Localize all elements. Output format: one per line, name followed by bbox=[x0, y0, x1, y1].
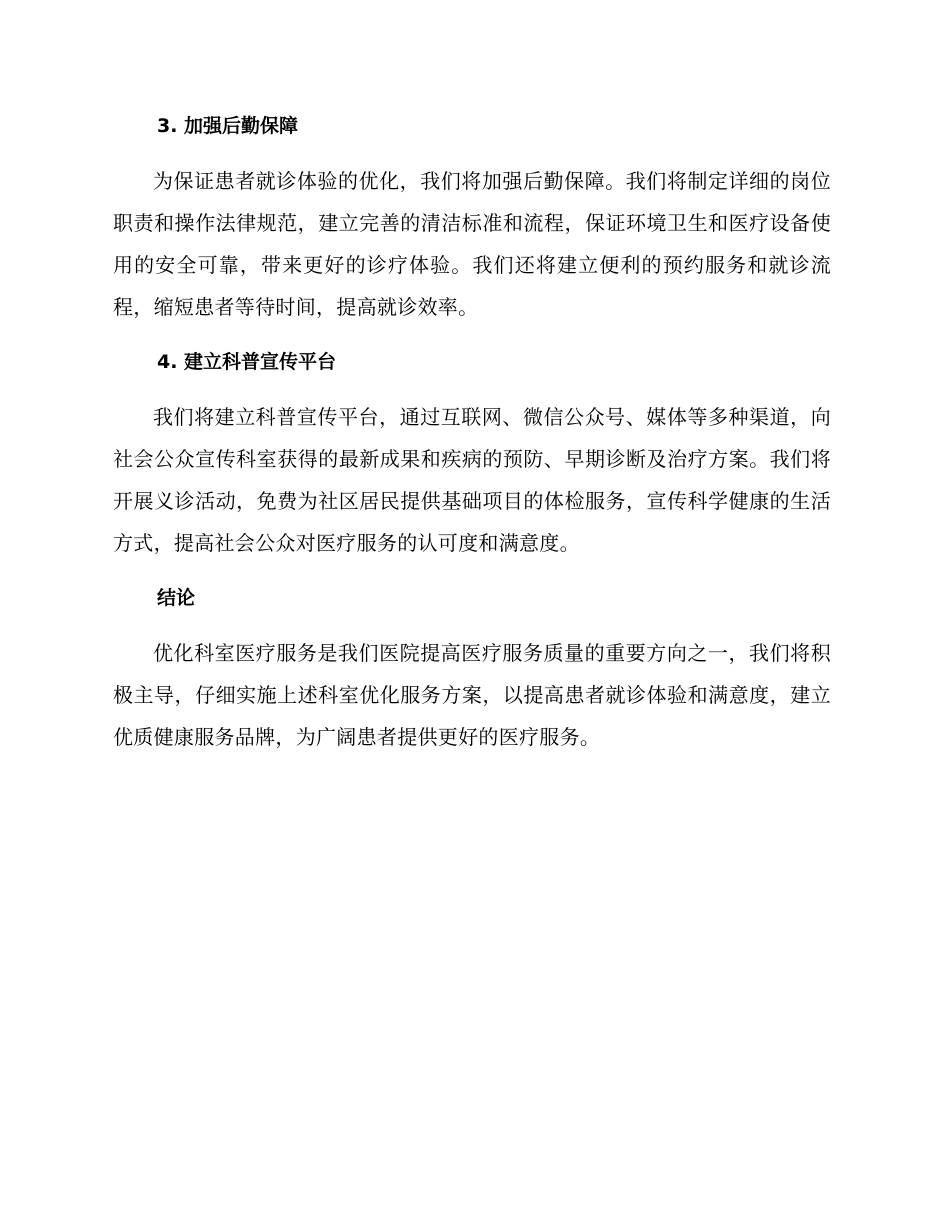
paragraph-logistics: 为保证患者就诊体验的优化，我们将加强后勤保障。我们将制定详细的岗位职责和操作法律规范，建立完善的清洁标准和流程，保证环境卫生和医疗设备使用的安全可靠，带来更好的诊疗体验。我们还将建立便利的预约服务和就诊流程，缩短患者等待时间，提高就诊效率。 bbox=[113, 169, 831, 319]
section-heading-science-platform: 4. 建立科普宣传平台 bbox=[157, 351, 337, 373]
section-heading-conclusion: 结论 bbox=[157, 587, 196, 609]
paragraph-conclusion: 优化科室医疗服务是我们医院提高医疗服务质量的重要方向之一，我们将积极主导，仔细实施上述科室优化服务方案，以提高患者就诊体验和满意度，建立优质健康服务品牌，为广阔患者提供更好的医疗服务。 bbox=[113, 641, 831, 749]
paragraph-science-platform: 我们将建立科普宣传平台，通过互联网、微信公众号、媒体等多种渠道，向社会公众宣传科室获得的最新成果和疾病的预防、早期诊断及治疗方案。我们将开展义诊活动，免费为社区居民提供基础项目的体检服务，宣传科学健康的生活方式，提高社会公众对医疗服务的认可度和满意度。 bbox=[113, 405, 831, 555]
section-heading-logistics: 3. 加强后勤保障 bbox=[157, 115, 299, 137]
document-page bbox=[113, 110, 831, 776]
